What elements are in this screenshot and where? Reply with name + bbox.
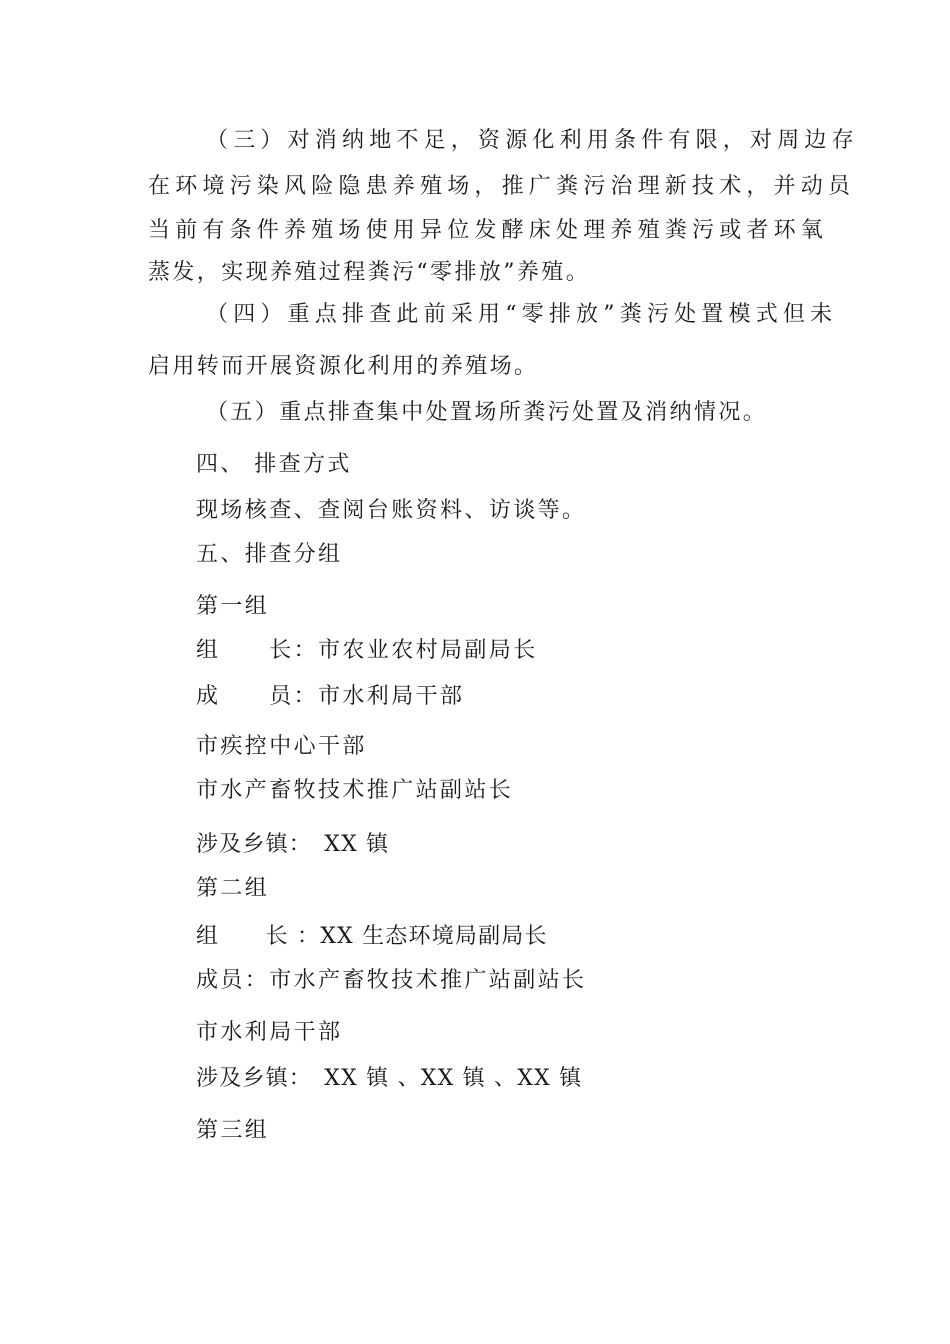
group-1-towns: 涉及乡镇： XX 镇 bbox=[196, 832, 390, 857]
item-3-line-1: （三）对消纳地不足，资源化利用条件有限，对周边存 bbox=[206, 128, 859, 153]
item-3-line-2: 在环境污染风险隐患养殖场，推广粪污治理新技术，并动员 bbox=[148, 174, 856, 199]
item-4-line-1: （四）重点排查此前采用“零排放”粪污处置模式但未 bbox=[206, 302, 838, 327]
group-1-member: 成 员：市水利局干部 bbox=[196, 684, 465, 709]
group-1-title: 第一组 bbox=[196, 594, 270, 619]
group-2-towns: 涉及乡镇： XX 镇 、XX 镇 、XX 镇 bbox=[196, 1066, 583, 1091]
group-2-member-2: 市水利局干部 bbox=[196, 1020, 343, 1045]
group-1-member-2: 市疾控中心干部 bbox=[196, 734, 367, 759]
group-1-leader: 组 长：市农业农村局副局长 bbox=[196, 638, 538, 663]
group-2-member: 成员：市水产畜牧技术推广站副站长 bbox=[196, 968, 587, 993]
item-3-line-4: 蒸发，实现养殖过程粪污“零排放”养殖。 bbox=[148, 260, 591, 285]
group-1-member-3: 市水产畜牧技术推广站副站长 bbox=[196, 778, 514, 803]
section-4-heading: 四、 排查方式 bbox=[196, 452, 352, 477]
group-2-leader: 组 长 ：XX 生态环境局副局长 bbox=[196, 924, 548, 949]
item-4-line-2: 启用转而开展资源化利用的养殖场。 bbox=[148, 354, 539, 379]
item-5-line-1: （五）重点排查集中处置场所粪污处置及消纳情况。 bbox=[206, 400, 768, 425]
group-3-title: 第三组 bbox=[196, 1118, 270, 1143]
section-4-content: 现场核查、查阅台账资料、访谈等。 bbox=[196, 498, 587, 523]
item-3-line-3: 当前有条件养殖场使用异位发酵床处理养殖粪污或者环氧 bbox=[148, 218, 829, 243]
group-2-title: 第二组 bbox=[196, 876, 270, 901]
section-5-heading: 五、排查分组 bbox=[196, 542, 343, 567]
